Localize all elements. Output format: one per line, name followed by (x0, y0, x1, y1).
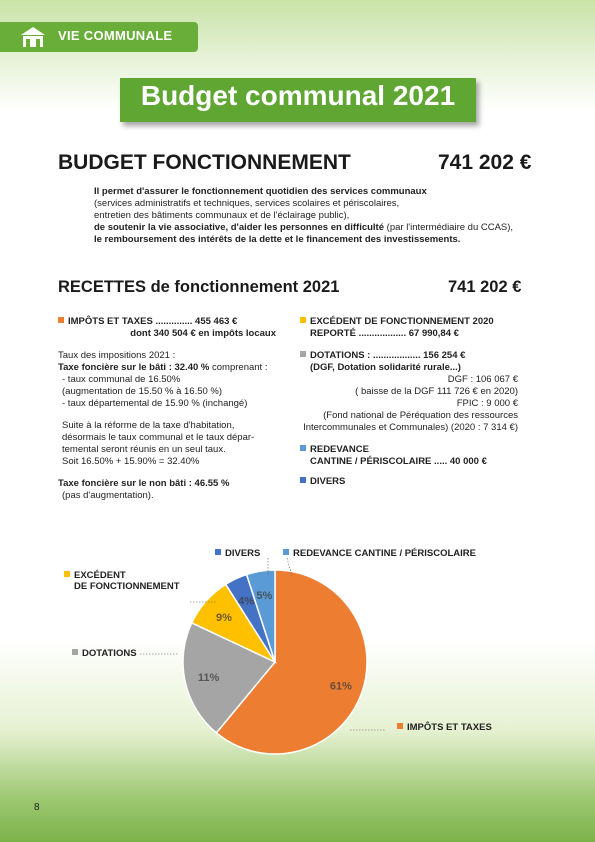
recettes-right-column (300, 316, 518, 488)
fpic-line: (Fond national de Péréquation des ressources (323, 410, 518, 421)
taux-bati-bold: Taxe foncière sur le bâti : 32.40 % (58, 362, 210, 373)
section-heading-recettes: RECETTES de fonctionnement 2021 (58, 278, 340, 296)
excedent-label2: REPORTÉ (310, 328, 356, 339)
legend-excedent-label2: DE FONCTIONNEMENT (74, 581, 180, 592)
reforme-line: désormais le taux communal et le taux dépar- (62, 432, 255, 443)
intro-line (94, 222, 534, 234)
fonctionnement-intro (94, 186, 534, 246)
intro-line: (services administratifs et techniques, services scolaires et périscolaires, (94, 198, 400, 209)
legend-dotations-square (72, 649, 78, 655)
taux-line: - taux communal de 16.50% (62, 374, 181, 385)
fonctionnement-amount: 741 202 € (438, 151, 532, 174)
legend-redevance-label: REDEVANCE CANTINE / PÉRISCOLAIRE (293, 548, 476, 559)
reforme-line: Suite à la réforme de la taxe d'habitation, (62, 420, 235, 431)
legend-impots-square (397, 723, 403, 729)
legend-excedent-square (64, 571, 70, 577)
legend-divers-label: DIVERS (225, 548, 261, 559)
divers-color-square (300, 477, 306, 483)
dotations-value: 156 254 € (423, 350, 466, 361)
dots: .................. (355, 328, 409, 339)
dots: ..... (431, 456, 450, 467)
legend-impots (397, 722, 492, 733)
impots-value: 455 463 € (195, 316, 238, 327)
pie-label-2: 9% (216, 612, 232, 625)
redevance-label2: CANTINE / PÉRISCOLAIRE (310, 456, 432, 467)
reforme-line: temental seront réunis en un seul taux. (62, 444, 226, 455)
dotations-detail: (DGF, Dotation solidarité rurale...) (310, 362, 461, 373)
redevance-value: 40 000 € (449, 456, 487, 467)
dots: .................. (370, 350, 424, 361)
section-heading-fonctionnement: BUDGET FONCTIONNEMENT (58, 151, 351, 174)
intro-rest: (par l'intermédiaire du CCAS), (384, 222, 514, 233)
impots-color-square (58, 317, 64, 323)
excedent-color-square (300, 317, 306, 323)
impots-label: IMPÔTS ET TAXES (68, 316, 153, 327)
divers-label: DIVERS (310, 476, 346, 487)
taux-line: (augmentation de 15.50 % à 16.50 %) (62, 386, 223, 397)
legend-impots-label: IMPÔTS ET TAXES (407, 722, 492, 733)
recettes-left-column (58, 316, 288, 502)
pie-label-0: 61% (329, 680, 352, 693)
intro-bold: de soutenir la vie associative, d'aider les personnes en difficulté (94, 222, 385, 233)
redevance-line (300, 444, 518, 456)
pie-label-4: 5% (256, 589, 273, 602)
taux-bati (58, 362, 288, 374)
legend-divers (215, 548, 260, 559)
page-number: 8 (34, 802, 40, 813)
dotations-label: DOTATIONS : (310, 350, 371, 361)
impots-line (58, 316, 288, 328)
legend-redevance-square (283, 549, 289, 555)
intro-line: entretien des bâtiments communaux et de l'éclairage public), (94, 210, 350, 221)
non-bati-bold: Taxe foncière sur le non bâti : 46.55 % (58, 478, 230, 489)
impots-detail: dont 340 504 € en impôts locaux (130, 328, 276, 339)
page-title: Budget communal 2021 (140, 80, 456, 111)
legend-excedent (64, 570, 180, 592)
excedent-line (300, 316, 518, 328)
legend-excedent-label: EXCÉDENT (74, 570, 126, 581)
taux-title: Taux des impositions 2021 : (58, 350, 176, 361)
fpic-line: Intercommunales et Communales) (2020 : 7 314 €) (303, 422, 518, 433)
redevance-value-line (300, 456, 518, 468)
non-bati-rest: (pas d'augmentation). (62, 490, 154, 501)
section-label: VIE COMMUNALE (58, 28, 173, 43)
pie-label-3: 4% (238, 595, 255, 608)
reforme-line: Soit 16.50% + 15.90% = 32.40% (62, 456, 200, 467)
legend-dotations (72, 648, 137, 659)
legend-redevance (283, 548, 476, 559)
town-hall-icon (20, 26, 46, 48)
legend-dotations-label: DOTATIONS (82, 648, 137, 659)
pie-label-1: 11% (197, 671, 220, 684)
dotations-line (300, 350, 518, 362)
redevance-label: REDEVANCE (310, 444, 369, 455)
divers-line (300, 476, 518, 488)
intro-line: le remboursement des intérêts de la dette et le financement des investissements. (94, 234, 461, 245)
taux-bati-rest: comprenant : (209, 362, 268, 373)
fpic: FPIC : 9 000 € (456, 398, 518, 409)
excedent-value: 67 990,84 € (408, 328, 459, 339)
dgf: DGF : 106 067 € (447, 374, 518, 385)
taux-line: - taux départemental de 15.90 % (inchangé) (62, 398, 248, 409)
dotations-color-square (300, 351, 306, 357)
excedent-value-line (300, 328, 518, 340)
excedent-label: EXCÉDENT DE FONCTIONNEMENT 2020 (310, 316, 494, 327)
dots: .............. (152, 316, 196, 327)
recettes-amount: 741 202 € (448, 278, 522, 296)
redevance-color-square (300, 445, 306, 451)
legend-divers-square (215, 549, 221, 555)
intro-line: Il permet d'assurer le fonctionnement quotidien des services communaux (94, 186, 427, 197)
dgf-baisse: ( baisse de la DGF 111 726 € en 2020) (355, 386, 518, 397)
